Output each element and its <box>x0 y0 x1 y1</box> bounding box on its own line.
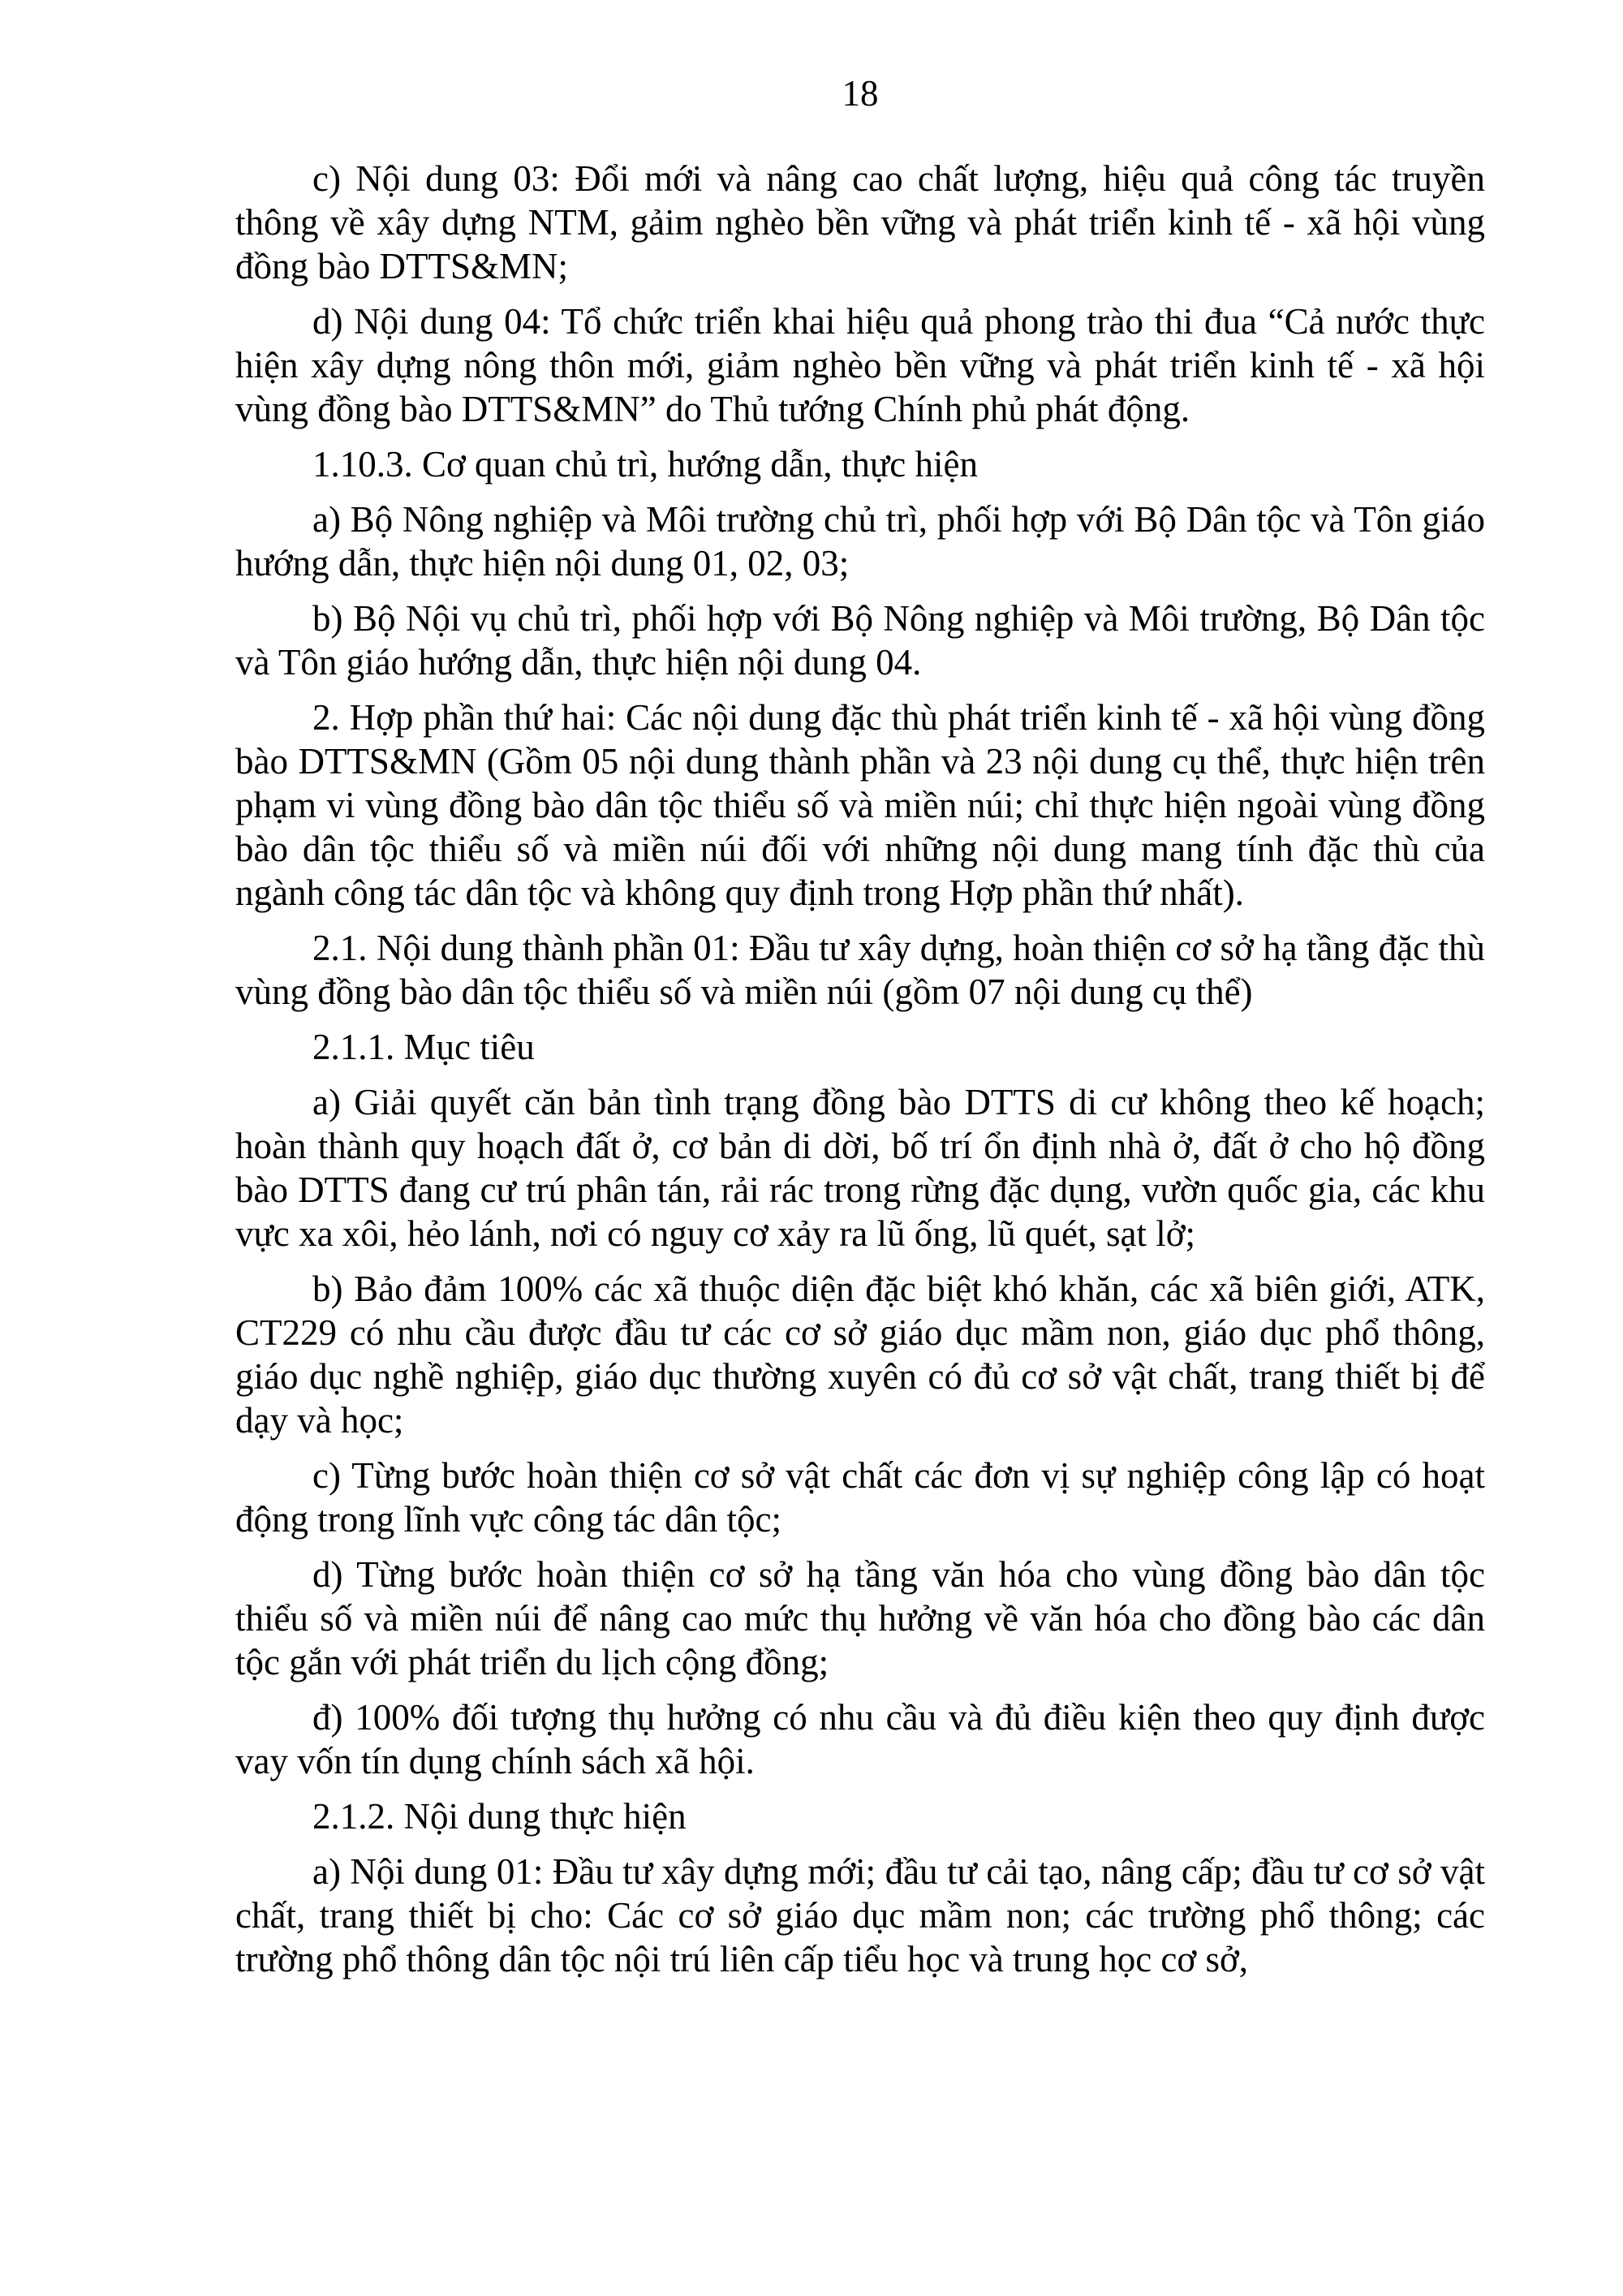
document-body <box>235 157 1485 1992</box>
paragraph-2-1-1-c: c) Từng bước hoàn thiện cơ sở vật chất các đơn vị sự nghiệp công lập có hoạt động trong lĩnh vực công tác dân tộc; <box>235 1455 1485 1540</box>
paragraph-noi-dung-03: c) Nội dung 03: Đổi mới và nâng cao chất lượng, hiệu quả công tác truyền thông về xây dựng NTM, gảim nghèo bền vững và phát triển kinh tế - xã hội vùng đồng bào DTTS&MN; <box>235 158 1485 286</box>
heading-2-1-1: 2.1.1. Mục tiêu <box>312 1027 535 1067</box>
paragraph-1-10-3-a: a) Bộ Nông nghiệp và Môi trường chủ trì, phối hợp với Bộ Dân tộc và Tôn giáo hướng dẫn, thực hiện nội dung 01, 02, 03; <box>235 499 1485 584</box>
page-number: 18 <box>842 73 879 114</box>
paragraph-1-10-3-b: b) Bộ Nội vụ chủ trì, phối hợp với Bộ Nông nghiệp và Môi trường, Bộ Dân tộc và Tôn giáo hướng dẫn, thực hiện nội dung 04. <box>235 598 1485 683</box>
paragraph-hop-phan-thu-hai: 2. Hợp phần thứ hai: Các nội dung đặc thù phát triển kinh tế - xã hội vùng đồng bào DTTS&MN (Gồm 05 nội dung thành phần và 23 nội dung cụ thể, thực hiện trên phạm vi vùng đồng bào dân tộc thiểu số và miền núi; chỉ thực hiện ngoài vùng đồng bào dân tộc thiểu số và miền núi đối với những nội dung mang tính đặc thù của ngành công tác dân tộc và không quy định trong Hợp phần thứ nhất). <box>235 697 1485 913</box>
paragraph-2-1-1-b: b) Bảo đảm 100% các xã thuộc diện đặc biệt khó khăn, các xã biên giới, ATK, CT229 có nhu cầu được đầu tư các cơ sở giáo dục mầm non, giáo dục phổ thông, giáo dục nghề nghiệp, giáo dục thường xuyên có đủ cơ sở vật chất, trang thiết bị để dạy và học; <box>235 1269 1485 1441</box>
paragraph-2-1-1-dd: đ) 100% đối tượng thụ hưởng có nhu cầu và đủ điều kiện theo quy định được vay vốn tín dụng chính sách xã hội. <box>235 1697 1485 1781</box>
heading-2-1: 2.1. Nội dung thành phần 01: Đầu tư xây dựng, hoàn thiện cơ sở hạ tầng đặc thù vùng đồng bào dân tộc thiểu số và miền núi (gồm 07 nội dung cụ thể) <box>235 928 1485 1012</box>
heading-2-1-2: 2.1.2. Nội dung thực hiện <box>312 1796 687 1837</box>
paragraph-2-1-1-a: a) Giải quyết căn bản tình trạng đồng bào DTTS di cư không theo kế hoạch; hoàn thành quy hoạch đất ở, cơ bản di dời, bố trí ổn định nhà ở, đất ở cho hộ đồng bào DTTS đang cư trú phân tán, rải rác trong rừng đặc dụng, vườn quốc gia, các khu vực xa xôi, hẻo lánh, nơi có nguy cơ xảy ra lũ ống, lũ quét, sạt lở; <box>235 1082 1485 1254</box>
paragraph-2-1-1-d: d) Từng bước hoàn thiện cơ sở hạ tầng văn hóa cho vùng đồng bào dân tộc thiểu số và miền núi để nâng cao mức thụ hưởng về văn hóa cho đồng bào các dân tộc gắn với phát triển du lịch cộng đồng; <box>235 1554 1485 1682</box>
paragraph-2-1-2-a: a) Nội dung 01: Đầu tư xây dựng mới; đầu tư cải tạo, nâng cấp; đầu tư cơ sở vật chất, trang thiết bị cho: Các cơ sở giáo dục mầm non; các trường phổ thông; các trường phổ thông dân tộc nội trú liên cấp tiểu học và trung học cơ sở, <box>235 1851 1485 1979</box>
heading-1-10-3: 1.10.3. Cơ quan chủ trì, hướng dẫn, thực hiện <box>312 444 978 485</box>
paragraph-noi-dung-04: d) Nội dung 04: Tổ chức triển khai hiệu quả phong trào thi đua “Cả nước thực hiện xây dựng nông thôn mới, giảm nghèo bền vững và phát triển kinh tế - xã hội vùng đồng bào DTTS&MN” do Thủ tướng Chính phủ phát động. <box>235 301 1485 429</box>
